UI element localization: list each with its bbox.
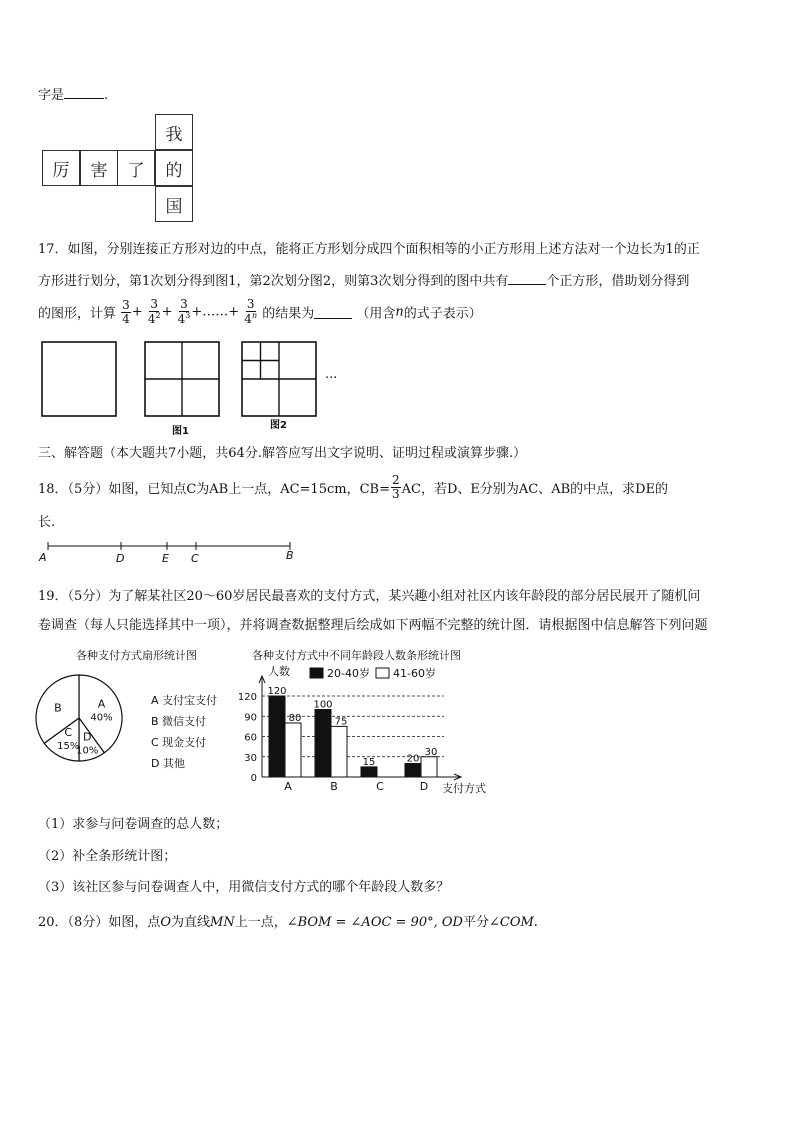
net-cell: 厉 (42, 150, 80, 186)
q19-sub3: （3）该社区参与问卷调查人中，用微信支付方式的哪个年龄段人数多？ (38, 880, 450, 895)
y-tick-label: 0 (250, 773, 257, 784)
bar-value-label: 100 (313, 699, 333, 711)
square-figure-1 (145, 342, 219, 416)
bar-B-1 (331, 726, 347, 777)
pie-legend-item: C 现金支付 (151, 736, 207, 749)
pie-percent-label: 15% (57, 741, 80, 753)
q18-line2: 长. (38, 515, 56, 530)
section-heading: 三、解答题（本大题共7小题，共64分.解答应写出文字说明、证明过程或演算步骤.） (38, 446, 527, 461)
square-figure-2 (242, 342, 316, 416)
point-label: A (39, 551, 47, 564)
fraction: $\frac{3}{4^n}$ (244, 297, 258, 326)
y-axis-label: 人数 (268, 665, 290, 678)
y-tick-label: 60 (244, 732, 257, 744)
pie-percent-label: 40% (90, 712, 113, 724)
x-tick-label: A (284, 780, 292, 793)
q17-line3: 的图形，计算 $\frac{3}{4}$ + $\frac{3}{4^2}$ + $\frac{3}{4^3}$ +……+ $\frac{3}{4^n}$ 的结果为 （用含n的式子表示） (38, 297, 482, 326)
bar-value-label: 75 (334, 716, 348, 728)
fraction: $\frac{3}{4^2}$ (147, 297, 161, 326)
answer-blank (314, 306, 352, 319)
y-tick-label: 120 (237, 692, 257, 703)
q17-line2: 方形进行划分，第1次划分得到图1，第2次划分图2，则第3次划分得到的图中共有 个正方形，借助划分得到 (38, 274, 690, 289)
pie-legend-item: D 其他 (151, 757, 185, 770)
segment-figure (36, 540, 306, 566)
pie-percent-label: 10% (76, 745, 99, 757)
x-tick-label: B (330, 780, 338, 793)
legend-label: 41-60岁 (393, 667, 436, 680)
legend-swatch (310, 668, 323, 678)
bar-A-1 (285, 723, 301, 777)
q18-line1: 18．（5分）如图，已知点C为AB上一点，AC=15cm，CB= $\frac{2}{3}$ AC，若D、E分别为AC、AB的中点，求DE的 (38, 473, 669, 501)
bar-chart (232, 646, 502, 798)
bar-D-0 (405, 764, 421, 778)
point-label: B (286, 549, 294, 562)
chart-title: 各种支付方式扇形统计图 (76, 649, 197, 662)
y-tick-label: 90 (244, 712, 257, 724)
q17-figures (40, 340, 360, 440)
square-figure-0 (42, 342, 116, 416)
point-label: E (162, 552, 169, 565)
net-cell: 害 (80, 150, 118, 186)
pie-legend-item: A 支付宝支付 (151, 694, 218, 707)
net-cell: 的 (155, 150, 193, 186)
fraction: $\frac{3}{4}$ (122, 297, 130, 326)
bar-B-0 (315, 710, 331, 778)
net-cell: 国 (155, 186, 193, 222)
answer-blank (64, 86, 104, 99)
answer-blank (508, 272, 546, 285)
pie-label: C (64, 726, 73, 740)
bar-value-label: 20 (406, 753, 420, 765)
q19-sub1: （1）求参与问卷调查的总人数； (38, 817, 229, 832)
q20-line: 20．（8分）如图，点O为直线MN上一点，∠BOM = ∠AOC = 90°, OD平分∠COM. (38, 915, 538, 930)
bar-value-label: 15 (362, 756, 376, 768)
ellipsis: ··· (325, 371, 338, 386)
pie-label: B (54, 701, 62, 715)
bar-A-0 (269, 696, 285, 777)
net-cell: 了 (117, 150, 155, 186)
q19-line1: 19．（5分）为了解某社区20～60岁居民最喜欢的支付方式，某兴趣小组对社区内该年龄段的部分居民展开了随机问 (38, 589, 701, 604)
bar-C-0 (361, 767, 377, 777)
pie-label: D (82, 730, 92, 744)
net-cell: 我 (155, 114, 193, 150)
chart-title: 各种支付方式中不同年龄段人数条形统计图 (252, 649, 461, 662)
fraction: $\frac{3}{4^3}$ (177, 297, 191, 326)
q17-line1: 17．如图，分别连接正方形对边的中点，能将正方形划分成四个面积相等的小正方形用上述方法对一个边长为1的正 (38, 242, 700, 257)
legend-label: 20-40岁 (327, 667, 370, 680)
q19-sub2: （2）补全条形统计图； (38, 849, 177, 864)
y-tick-label: 30 (244, 752, 257, 764)
fig1-label: 图1 (172, 426, 189, 437)
bar-value-label: 80 (288, 713, 302, 724)
q16-tail: 字是 . (38, 88, 109, 103)
x-tick-label: D (419, 780, 429, 793)
fig2-label: 图2 (270, 420, 287, 431)
x-axis-label: 支付方式 (442, 782, 486, 795)
point-label: C (191, 552, 199, 565)
bar-value-label: 30 (424, 746, 438, 758)
bar-D-1 (421, 757, 437, 777)
x-tick-label: C (376, 780, 384, 793)
pie-legend-item: B 微信支付 (151, 715, 207, 728)
point-label: D (116, 552, 125, 565)
fraction: $\frac{2}{3}$ (391, 473, 400, 501)
pie-chart (34, 646, 234, 782)
q19-line2: 卷调查（每人只能选择其中一项），并将调查数据整理后绘成如下两幅不完整的统计图．请根据图中信息解答下列问题 (38, 618, 708, 633)
legend-swatch (376, 668, 389, 678)
bar-value-label: 120 (267, 686, 287, 697)
pie-label: A (97, 697, 106, 711)
